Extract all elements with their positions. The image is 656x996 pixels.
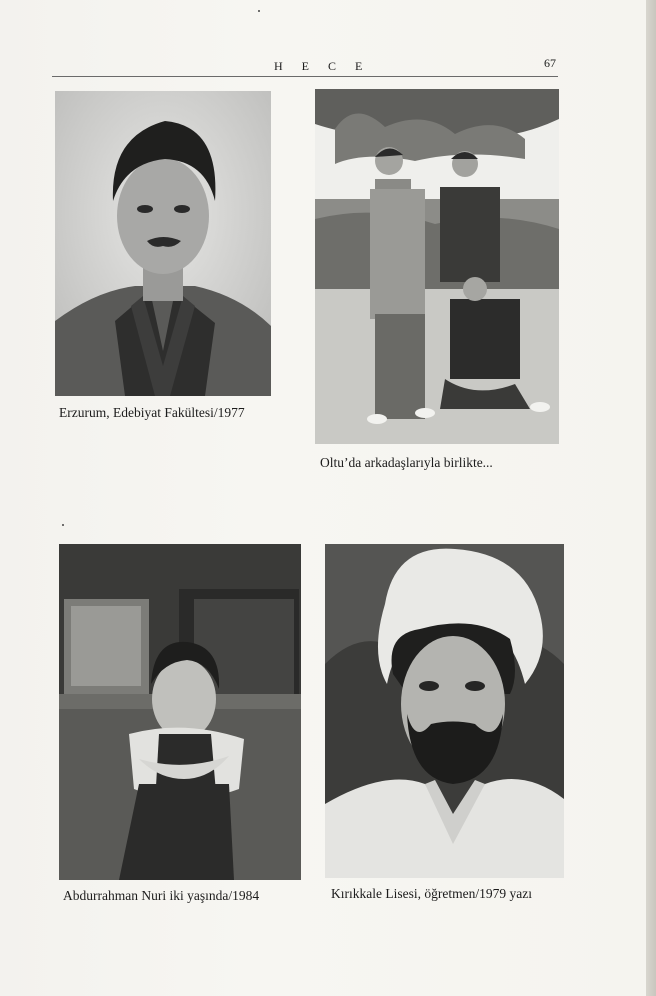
photo-portrait-kirikkale bbox=[325, 544, 564, 878]
photo-group-oltu bbox=[315, 89, 559, 444]
running-header bbox=[52, 56, 558, 77]
page-number: 67 bbox=[544, 56, 556, 70]
caption-photo-4: Kırıkkale Lisesi, öğretmen/1979 yazı bbox=[331, 886, 532, 901]
paper-speck bbox=[258, 10, 260, 12]
caption-photo-2: Oltu’da arkadaşlarıyla birlikte... bbox=[320, 455, 493, 470]
caption-photo-3: Abdurrahman Nuri iki yaşında/1984 bbox=[63, 888, 260, 903]
photo-child-abdurrahman bbox=[59, 544, 301, 880]
page-edge bbox=[646, 0, 656, 996]
caption-photo-1: Erzurum, Edebiyat Fakültesi/1977 bbox=[59, 405, 245, 420]
journal-title: H E C E bbox=[274, 59, 371, 73]
paper-speck bbox=[62, 524, 64, 526]
photo-portrait-erzurum bbox=[55, 91, 271, 396]
